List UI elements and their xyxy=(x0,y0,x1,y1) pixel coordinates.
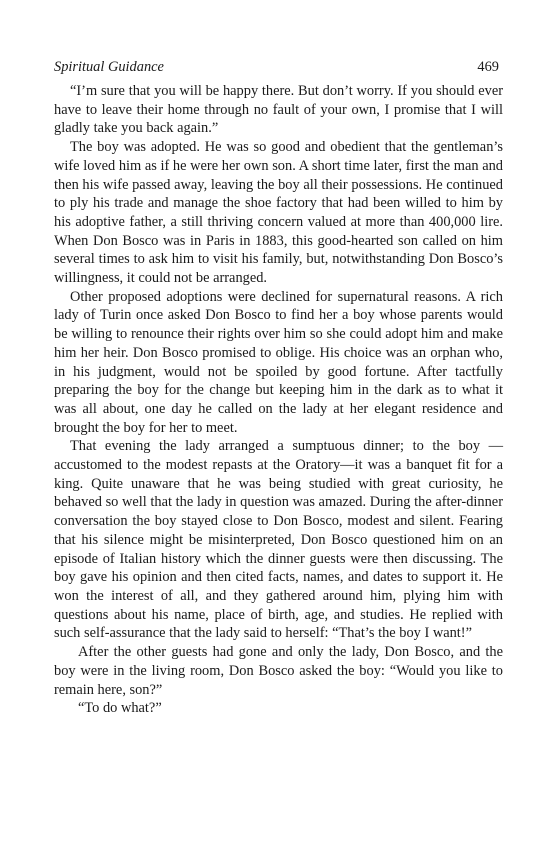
paragraph-3: Other proposed adoptions were declined for supernatural reasons. A rich lady of Turin once asked Don Bosco to find her a boy whose parents would be willing to renounce their rights over him so she could adopt him and make him her heir. Don Bosco promised to oblige. His choice was an orphan who, in his judgment, would not be spoiled by good fortune. After tactfully preparing the boy for the change but keeping him in the dark as to what it was all about, one day he called on the lady at her elegant residence and brought the boy for her to meet. xyxy=(54,288,503,436)
page-number: 469 xyxy=(477,59,499,75)
paragraph-1: “I’m sure that you will be happy there. But don’t worry. If you should ever have to leave their home through no fault of your own, I promise that I will gladly take you back again.” xyxy=(54,83,503,137)
paragraph-6: “To do what?” xyxy=(78,700,162,717)
paragraph-4: That evening the lady arranged a sumptuous dinner; to the boy —accustomed to the modest repasts at the Oratory—it was a banquet fit for a king. Quite unaware that he was being studied with great curiosity, he behaved so well that the lady in question was amazed. During the after-dinner conversation the boy stayed close to Don Bosco, modest and silent. Fearing that his silence might be misinterpreted, Don Bosco questioned him on an episode of Italian history which the dinner guests were then discussing. The boy gave his opinion and then cited facts, names, and dates to support it. He won the interest of all, and they gathered around him, plying him with questions about his name, place of birth, age, and studies. He replied with such self-assurance that the lady said to herself: “That’s the boy I want!” xyxy=(54,438,503,642)
running-header xyxy=(54,58,503,80)
body-text xyxy=(54,82,503,718)
paragraph-5: After the other guests had gone and only the lady, Don Bosco, and the boy were in the living room, Don Bosco asked the boy: “Would you like to remain here, son?” xyxy=(54,644,503,698)
paragraph-2: The boy was adopted. He was so good and obedient that the gentleman’s wife loved him as if he were her own son. A short time later, first the man and then his wife passed away, leaving the boy all their possessions. He continued to ply his trade and manage the shoe factory that had been willed to him by his adoptive father, a still thriving concern valued at more than 400,000 lire. When Don Bosco was in Paris in 1883, this good-hearted son called on him several times to ask him to visit his family, but, notwithstanding Don Bosco’s willingness, it could not be arranged. xyxy=(54,139,503,287)
section-title: Spiritual Guidance xyxy=(54,59,164,75)
book-page xyxy=(54,58,503,718)
